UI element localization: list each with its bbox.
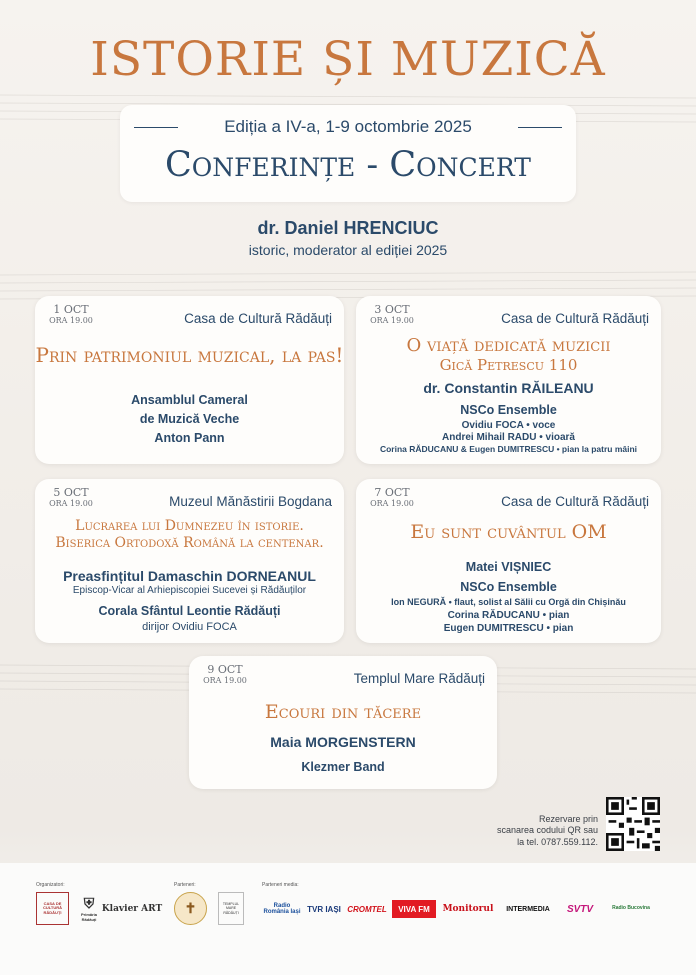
performer-line: Ovidiu FOCA • voce — [461, 420, 556, 431]
performer-line: Ansamblul Cameral — [131, 393, 248, 407]
event-venue: Casa de Cultură Rădăuți — [501, 311, 649, 326]
speaker-line: Preasfințitul Damaschin DORNEANUL — [63, 568, 316, 584]
event-card-1 — [35, 296, 344, 464]
edition-text: Ediția a IV-a, 1-9 octombrie 2025 — [224, 117, 472, 136]
event-date: 3 OCT ORA 19.00 — [370, 303, 414, 325]
monitorul-logo: Monitorul — [442, 904, 494, 914]
event-title: Lucrarea lui Dumnezeu în istorie. — [75, 518, 304, 534]
poster-title: ISTORIE ȘI MUZICĂ — [90, 32, 606, 87]
casa-cultura-logo: CASA DE CULTURĂ RĂDĂUȚI — [36, 892, 69, 925]
klavier-art-logo: Klavier ART — [101, 904, 163, 914]
svtv-logo: SVTV — [566, 903, 594, 915]
performer-line: Klezmer Band — [301, 760, 385, 774]
event-venue: Muzeul Mănăstirii Bogdana — [169, 494, 332, 509]
event-title: Prin patrimoniul muzical, la pas! — [35, 343, 344, 367]
organizers-label: Organizatori: — [36, 882, 65, 888]
radio-bucovina-logo: Radio Bucovina — [612, 904, 650, 911]
event-card-5 — [189, 656, 497, 789]
speaker-role: Episcop-Vicar al Arhiepiscopiei Sucevei și Rădăuților — [72, 585, 307, 596]
performer-line: de Muzică Veche — [139, 412, 240, 426]
cromtel-logo: CROMTEL — [347, 904, 387, 914]
reservation-info: Rezervare prin scanarea codului QR sau la tel. 0787.559.112. — [496, 814, 598, 847]
speaker-line: dr. Constantin RĂILEANU — [423, 380, 594, 396]
performer-line: Corina RĂDUCANU & Eugen DUMITRESCU • pian la patru mâini — [379, 444, 638, 454]
moderator-name: dr. Daniel HRENCIUC — [257, 218, 439, 238]
partners-label: Parteneri: — [174, 882, 196, 888]
event-card-4 — [356, 479, 661, 643]
manastirea-bogdana-logo — [174, 892, 207, 925]
coat-of-arms-icon: ⛨ — [83, 895, 95, 911]
performer-line: Andrei Mihail RADU • vioară — [442, 432, 575, 443]
performer-line: NSCo Ensemble — [460, 580, 557, 594]
conductor-line: dirijor Ovidiu FOCA — [142, 621, 237, 633]
viva-fm-logo: VIVA FM — [392, 900, 436, 918]
primaria-logo: ⛨ Primăria Rădăuți — [80, 895, 97, 922]
event-title: Biserica Ortodoxă Română la centenar. — [55, 535, 324, 551]
event-date: 7 OCT ORA 19.00 — [370, 486, 414, 508]
event-date: 5 OCT ORA 19.00 — [49, 486, 93, 508]
qr-code-icon[interactable] — [606, 797, 660, 851]
event-card-2 — [356, 296, 661, 464]
tvr-iasi-logo: TVR IAȘI — [307, 904, 341, 914]
moderator-role: istoric, moderator al ediției 2025 — [248, 242, 448, 258]
speaker-line: Matei VIȘNIEC — [465, 560, 552, 574]
performer-line: Eugen DUMITRESCU • pian — [443, 623, 574, 634]
performer-line: Anton Pann — [154, 431, 225, 445]
media-label: Parteneri media: — [262, 882, 299, 888]
subtitle-box — [120, 105, 576, 202]
divider — [518, 127, 562, 128]
event-title: Eu sunt cuvântul OM — [410, 521, 607, 543]
performer-line: NSCo Ensemble — [460, 403, 557, 417]
speaker-line: Maia MORGENSTERN — [270, 734, 416, 750]
event-title: O viață dedicată muzicii — [406, 335, 611, 356]
performer-line: Ion NEGURĂ • flaut, solist al Sălii cu Orgă din Chișinău — [391, 597, 626, 607]
intermedia-logo: INTERMEDIA — [506, 905, 550, 913]
templul-mare-logo: TEMPLUL MARE RĂDĂUȚI — [218, 892, 244, 925]
event-date: 1 OCT ORA 19.00 — [49, 303, 93, 325]
radio-romania-iasi-logo: Radio România Iași — [263, 903, 301, 915]
event-title: Gică Petrescu 110 — [439, 356, 578, 374]
event-card-3 — [35, 479, 344, 643]
performer-line: Corina RĂDUCANU • pian — [447, 610, 570, 621]
performer-line: Corala Sfântul Leontie Rădăuți — [98, 604, 281, 618]
saint-icon: ✝ — [184, 900, 197, 916]
sponsors-footer — [0, 863, 696, 975]
conference-subtitle: Conferințe - Concert — [165, 145, 531, 185]
event-date: 9 OCT ORA 19.00 — [203, 663, 247, 685]
event-venue: Templul Mare Rădăuți — [353, 671, 485, 686]
event-venue: Casa de Cultură Rădăuți — [184, 311, 332, 326]
event-venue: Casa de Cultură Rădăuți — [501, 494, 649, 509]
event-title: Ecouri din tăcere — [264, 701, 422, 723]
